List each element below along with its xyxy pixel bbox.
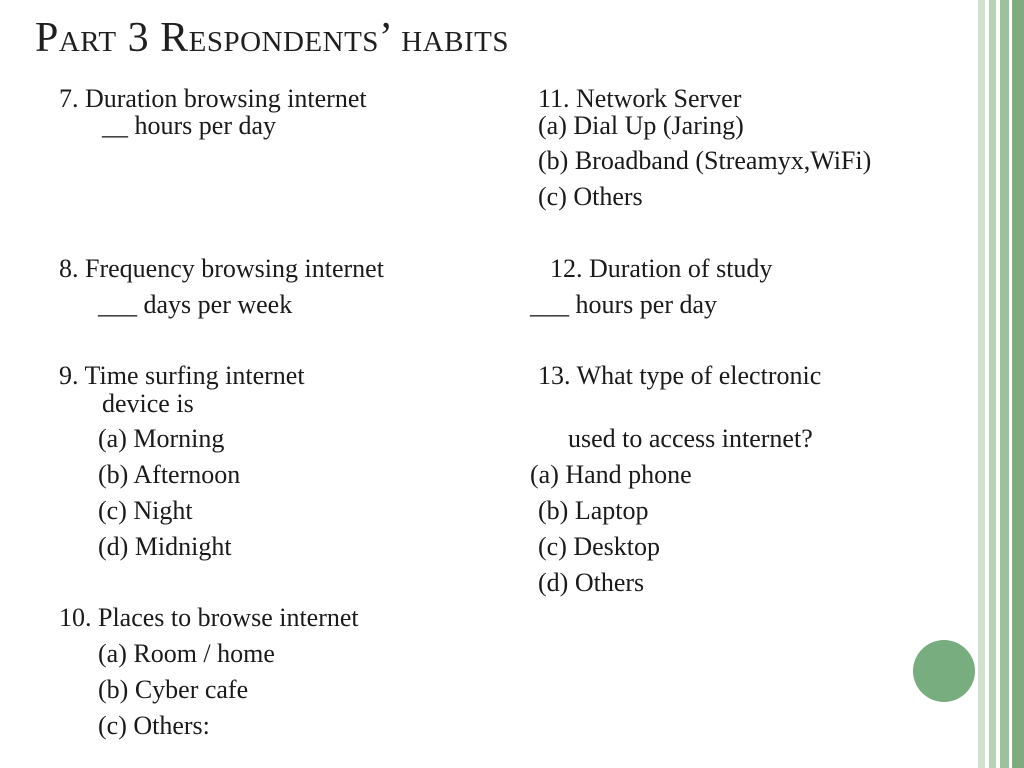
text-line: (c) Night [98, 496, 193, 525]
text-line: (b) Broadband (Streamyx,WiFi) [538, 146, 872, 175]
text-line: 7. Duration browsing internet [59, 84, 367, 113]
text-line: 8. Frequency browsing internet [59, 254, 384, 283]
text-line: 9. Time surfing internet [59, 361, 305, 390]
text-line: 12. Duration of study [550, 254, 773, 283]
text-line: (b) Afternoon [98, 460, 241, 489]
text-line: (b) Cyber cafe [98, 675, 249, 704]
text-line: (c) Others: [98, 711, 210, 740]
decorative-circle [913, 640, 975, 702]
text-line: (a) Morning [98, 424, 225, 453]
text-line: (c) Others [538, 182, 643, 211]
text-line: 11. Network Server [538, 84, 742, 113]
text-line: (d) Midnight [98, 532, 232, 561]
text-line: 13. What type of electronic [538, 361, 822, 390]
text-line: (c) Desktop [538, 532, 661, 561]
text-line: (d) Others [538, 568, 645, 597]
decorative-stripe [978, 0, 985, 768]
text-line: __ hours per day [102, 111, 277, 140]
text-line: used to access internet? [568, 424, 813, 453]
decorative-stripe [989, 0, 996, 768]
text-line: (a) Hand phone [530, 460, 692, 489]
decorative-stripe [1012, 0, 1024, 768]
text-line: (a) Dial Up (Jaring) [538, 111, 744, 140]
text-line: (a) Room / home [98, 639, 275, 668]
text-line: 10. Places to browse internet [59, 603, 359, 632]
text-line: ___ days per week [98, 290, 293, 319]
text-line: ___ hours per day [530, 290, 718, 319]
text-line: (b) Laptop [538, 496, 649, 525]
slide-title: Part 3 Respondents’ habits [35, 15, 510, 61]
text-line: device is [102, 389, 194, 418]
decorative-stripe [1000, 0, 1009, 768]
